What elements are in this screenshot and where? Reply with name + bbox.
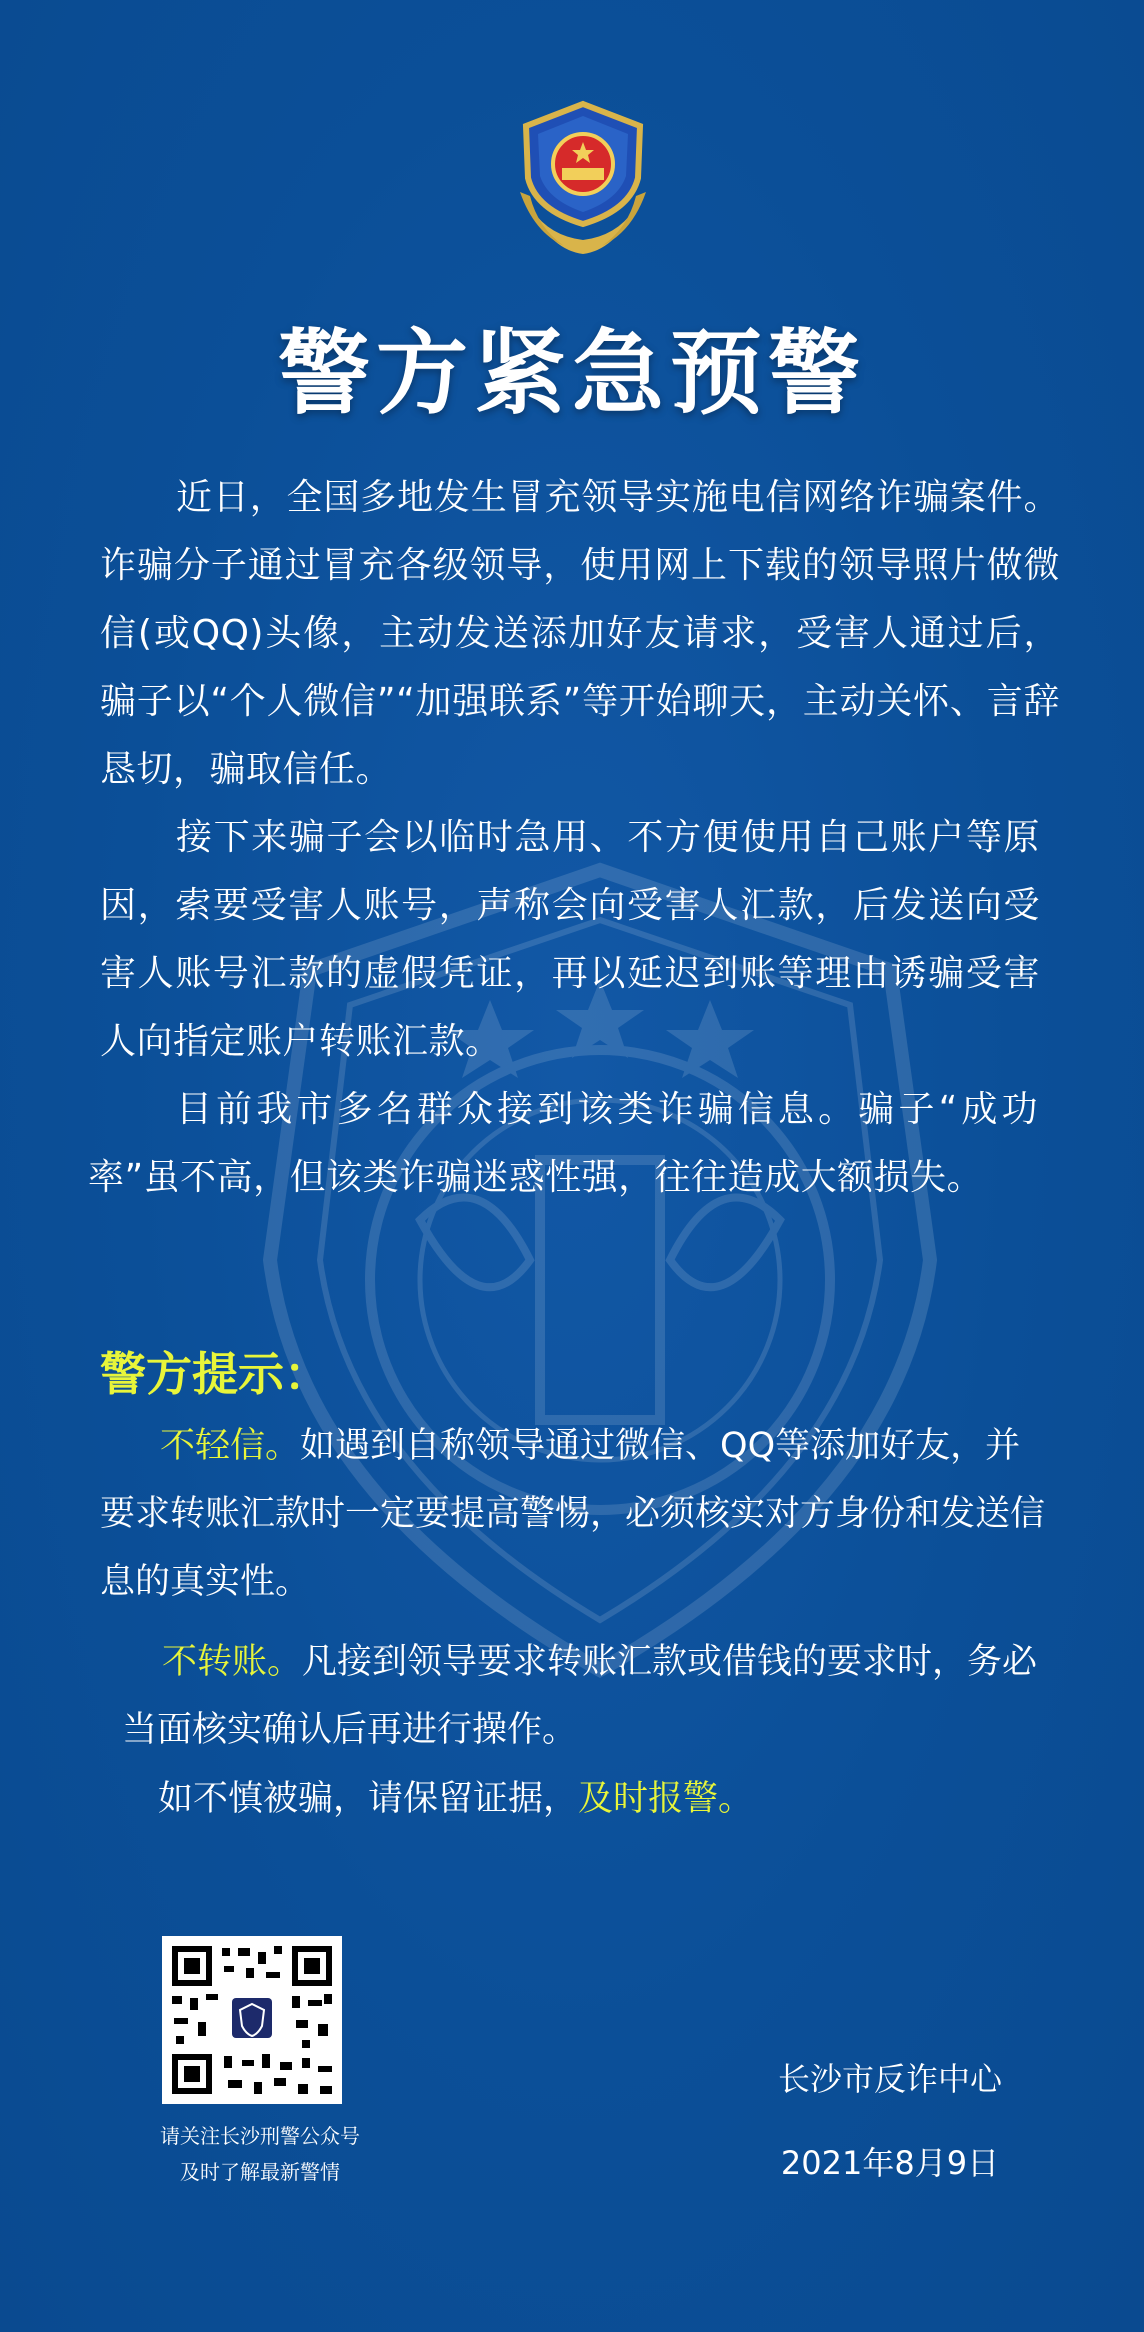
tips-heading: 警方提示： (100, 1347, 330, 1401)
qr-caption (120, 2118, 400, 2190)
publish-date: 2021年8月9日 (780, 2144, 1000, 2182)
tip-3-text: 如不慎被骗，请保留证据， (158, 1779, 579, 1819)
qr-caption-line-2: 及时了解最新警情 (180, 2160, 340, 2184)
paragraph-1: 近日，全国多地发生冒充领导实施电信网络诈骗案件。诈骗分子通过冒充各级领导，使用网上下载的领导照片做微信(或QQ)头像，主动发送添加好友请求，受害人通过后，骗子以“个人微信”“加强联系”等开始聊天，主动关怀、言辞恳切，骗取信任。 (100, 477, 1060, 790)
tip-3-highlight: 及时报警。 (578, 1779, 754, 1819)
paragraph-3: 目前我市多名群众接到该类诈骗信息。骗子“成功率”虽不高，但该类诈骗迷惑性强，往往造成大额损失。 (88, 1089, 1038, 1198)
tip-1-text: 如遇到自称领导通过微信、QQ等添加好友，并要求转账汇款时一定要提高警惕，必须核实对方身份和发送信息的真实性。 (100, 1426, 1046, 1602)
tip-2 (122, 1628, 1052, 1764)
tip-1-highlight: 不轻信。 (160, 1426, 301, 1466)
qr-code-icon[interactable] (162, 1936, 342, 2104)
tip-2-highlight: 不转账。 (162, 1642, 303, 1682)
tip-1 (100, 1412, 1050, 1616)
paragraph-2: 接下来骗子会以临时急用、不方便使用自己账户等原因，索要受害人账号，声称会向受害人汇款，后发送向受害人账号汇款的虚假凭证，再以延迟到账等理由诱骗受害人向指定账户转账汇款。 (100, 817, 1040, 1062)
tip-2-text: 凡接到领导要求转账汇款或借钱的要求时，务必当面核实确认后再进行操作。 (122, 1642, 1038, 1750)
qr-caption-line-1: 请关注长沙刑警公众号 (160, 2124, 360, 2148)
tip-3 (158, 1765, 1038, 1833)
organization-name: 长沙市反诈中心 (777, 2060, 1002, 2098)
page-title: 警方紧急预警 (277, 320, 866, 427)
police-emblem-icon (512, 100, 654, 260)
